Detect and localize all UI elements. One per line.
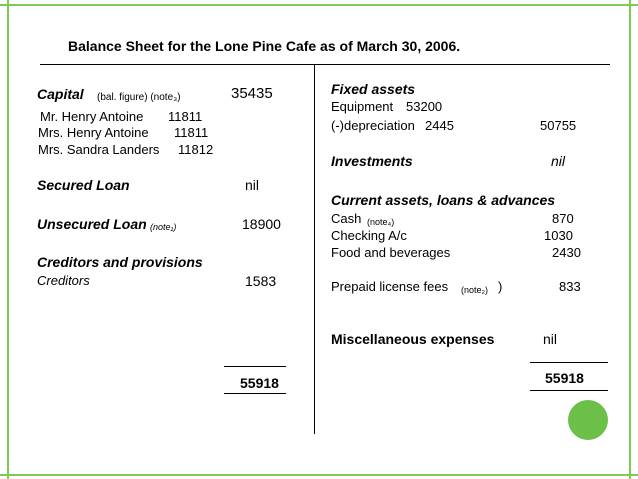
equipment-amount: 53200 — [406, 99, 443, 114]
cash-note: (note₄) — [367, 217, 395, 227]
partner-2-name: Mrs. Henry Antoine — [38, 125, 149, 140]
checking-amount: 1030 — [544, 228, 573, 243]
cash-amount: 870 — [552, 211, 574, 226]
prepaid-license-amount: 833 — [559, 279, 581, 294]
capital-label: Capital — [37, 86, 84, 102]
investments-label: Investments — [331, 153, 413, 169]
sheet-title: Balance Sheet for the Lone Pine Cafe as of March 30, 2006. — [68, 38, 461, 54]
creditors-label: Creditors — [37, 273, 90, 288]
partner-1-amount: 11811 — [168, 109, 203, 124]
unsecured-loan-label: Unsecured Loan — [37, 216, 147, 232]
title-underline — [40, 64, 610, 65]
left-border-line — [7, 0, 9, 479]
food-beverages-amount: 2430 — [552, 245, 581, 260]
capital-amount: 35435 — [231, 85, 273, 102]
fixed-assets-net: 50755 — [540, 118, 577, 133]
assets-total-top-rule — [530, 362, 608, 363]
checking-label: Checking A/c — [331, 228, 407, 243]
investments-amount: nil — [551, 153, 566, 169]
assets-total: 55918 — [545, 370, 584, 386]
prepaid-license-label: Prepaid license fees — [331, 279, 449, 294]
creditors-amount: 1583 — [245, 273, 277, 289]
depreciation-label: (-)depreciation — [331, 118, 415, 133]
top-border-line — [0, 4, 638, 6]
secured-loan-amount: nil — [245, 177, 260, 193]
partner-1-name: Mr. Henry Antoine — [40, 109, 144, 124]
partner-3-amount: 11812 — [178, 142, 214, 157]
partner-2-amount: 11811 — [174, 125, 209, 140]
misc-expenses-label: Miscellaneous expenses — [331, 331, 495, 347]
capital-bal-note: (bal. figure) (note₃) — [97, 92, 181, 103]
unsecured-loan-note: (note₁) — [150, 222, 177, 232]
secured-loan-label: Secured Loan — [37, 177, 130, 193]
food-beverages-label: Food and beverages — [331, 245, 451, 260]
liabilities-total-top-rule — [224, 366, 286, 367]
creditors-provisions-label: Creditors and provisions — [37, 254, 203, 270]
prepaid-license-close-paren: ) — [498, 279, 503, 294]
cash-label: Cash — [331, 211, 362, 226]
partner-3-name: Mrs. Sandra Landers — [38, 142, 160, 157]
prepaid-license-note: (note₂) — [461, 285, 489, 295]
decorative-green-circle — [568, 400, 608, 440]
misc-expenses-amount: nil — [543, 331, 558, 347]
assets-total-bottom-rule — [530, 390, 608, 391]
right-border-line — [629, 0, 631, 479]
liabilities-total-bottom-rule — [224, 393, 286, 394]
liabilities-total: 55918 — [240, 375, 279, 391]
current-assets-label: Current assets, loans & advances — [331, 192, 556, 208]
depreciation-amount: 2445 — [425, 118, 454, 133]
center-divider — [314, 64, 315, 434]
fixed-assets-label: Fixed assets — [331, 81, 416, 97]
bottom-border-line — [0, 474, 638, 476]
equipment-label: Equipment — [331, 99, 394, 114]
unsecured-loan-amount: 18900 — [242, 216, 281, 232]
